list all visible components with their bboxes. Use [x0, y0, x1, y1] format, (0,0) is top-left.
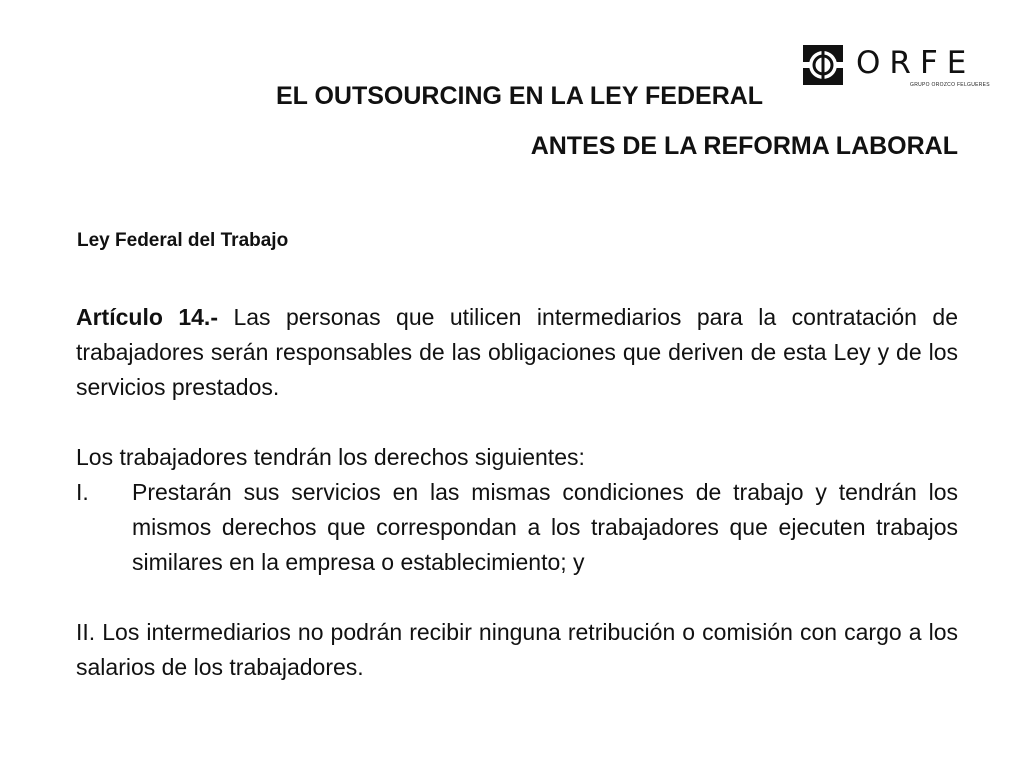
article-content [76, 300, 958, 685]
article-label: Artículo 14.- [76, 304, 218, 330]
list-item-1 [76, 475, 958, 580]
article-text: Las personas que utilicen intermediarios para la contratación de trabajadores serán responsables de las obligaciones que deriven de esta Ley y de los servicios prestados. [76, 304, 958, 400]
orfe-logo [802, 44, 990, 96]
list-item-2: II. Los intermediarios no podrán recibir ninguna retribución o comisión con cargo a los salarios de los trabajadores. [76, 619, 958, 680]
logo-subtitle: GRUPO OROZCO FELGUERES [910, 82, 990, 88]
logo-wordmark: ORFE [856, 45, 976, 81]
slide-title-line1: EL OUTSOURCING EN LA LEY FEDERAL [276, 82, 764, 110]
slide-title-line2: ANTES DE LA REFORMA LABORAL [530, 132, 958, 160]
rights-intro: Los trabajadores tendrán los derechos siguientes: [76, 444, 585, 470]
list-item-1-text: Prestarán sus servicios en las mismas condiciones de trabajo y tendrán los mismos derechos que correspondan a los trabajadores que ejecuten trabajos similares en la empresa o establecimiento; y [132, 479, 958, 575]
law-name-heading: Ley Federal del Trabajo [77, 230, 289, 251]
orfe-circle-logo-icon [802, 44, 844, 86]
list-item-1-number: I. [76, 479, 89, 505]
article-paragraph [76, 300, 958, 405]
